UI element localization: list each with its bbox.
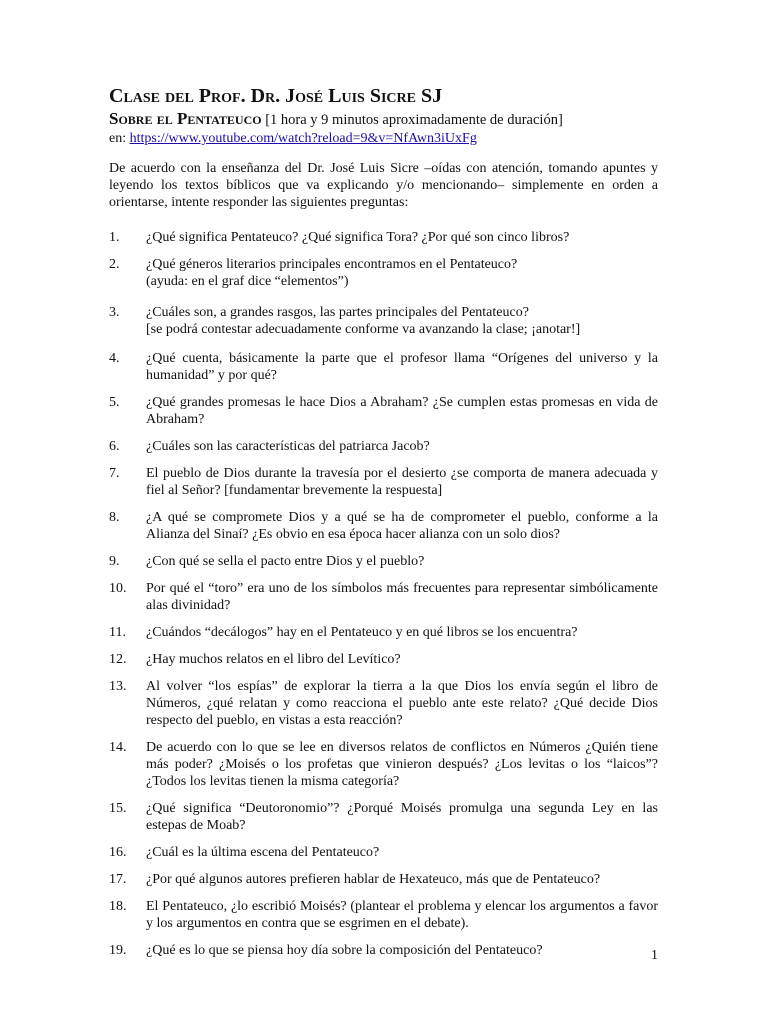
question-number: 7.	[109, 466, 120, 481]
question-text: El Pentateuco, ¿lo escribió Moisés? (plantear el problema y elencar los argumentos a favor y los argumentos en contra que se esgrimen en el debate).	[146, 899, 658, 931]
youtube-link[interactable]: https://www.youtube.com/watch?reload=9&v=NfAwn3iUxFg	[129, 131, 477, 146]
question-text: ¿Cuáles son, a grandes rasgos, las partes principales del Pentateuco?	[146, 305, 529, 320]
question-text: Por qué el “toro” era uno de los símbolos más frecuentes para representar simbólicamente alas divinidad?	[146, 581, 658, 613]
question-number: 4.	[109, 351, 120, 366]
question-number: 18.	[109, 899, 127, 914]
question-item	[109, 739, 658, 790]
question-note: [se podrá contestar adecuadamente conforme va avanzando la clase; ¡anotar!]	[146, 322, 581, 337]
question-text: ¿Qué significa Pentateuco? ¿Qué significa Tora? ¿Por qué son cinco libros?	[146, 230, 570, 245]
question-text: ¿Qué cuenta, básicamente la parte que el profesor llama “Orígenes del universo y la humanidad” y por qué?	[146, 351, 658, 383]
question-text: ¿Por qué algunos autores prefieren hablar de Hexateuco, más que de Pentateuco?	[146, 872, 601, 887]
question-item	[109, 438, 658, 455]
question-text: El pueblo de Dios durante la travesía por el desierto ¿se comporta de manera adecuada y fiel al Señor? [fundamentar brevemente la respuesta]	[146, 466, 658, 498]
question-text: De acuerdo con lo que se lee en diversos relatos de conflictos en Números ¿Quién tiene más poder? ¿Moisés o los profetas que vinieron después? ¿Los levitas o los “laicos”? ¿Todos los levitas tienen la misma categoría?	[146, 740, 658, 789]
question-item	[109, 394, 658, 428]
question-text: ¿Qué significa “Deutoronomio”? ¿Porqué Moisés promulga una segunda Ley en las estepas de Moab?	[146, 801, 658, 833]
question-item	[109, 942, 658, 959]
question-item	[109, 800, 658, 834]
question-item	[109, 651, 658, 668]
question-text: ¿Qué grandes promesas le hace Dios a Abraham? ¿Se cumplen estas promesas en vida de Abraham?	[146, 395, 658, 427]
page-number: 1	[651, 948, 658, 963]
question-item	[109, 624, 658, 641]
question-item	[109, 256, 658, 290]
question-text: ¿Cuándos “decálogos” hay en el Pentateuco y en qué libros se los encuentra?	[146, 625, 578, 640]
question-note: (ayuda: en el graf dice “elementos”)	[146, 274, 349, 289]
question-number: 8.	[109, 510, 120, 525]
question-item	[109, 553, 658, 570]
question-number: 9.	[109, 554, 120, 569]
subtitle-duration: [1 hora y 9 minutos aproximadamente de duración]	[261, 112, 563, 128]
question-number: 2.	[109, 257, 120, 272]
question-item	[109, 871, 658, 888]
subtitle-topic: Sobre el Pentateuco	[109, 109, 262, 128]
question-item	[109, 465, 658, 499]
question-list	[109, 229, 658, 959]
intro-paragraph: De acuerdo con la enseñanza del Dr. José Luis Sicre –oídas con atención, tomando apuntes y leyendo los textos bíblicos que va explicando y/o mencionando– simplemente en orden a orientarse, intente responder las siguientes preguntas:	[109, 161, 658, 210]
question-item	[109, 229, 658, 246]
document-header	[109, 84, 669, 147]
question-number: 19.	[109, 943, 127, 958]
question-number: 11.	[109, 625, 126, 640]
source-prefix: en:	[109, 131, 130, 146]
question-text: ¿Cuáles son las características del patriarca Jacob?	[146, 439, 430, 454]
question-text: ¿A qué se compromete Dios y a qué se ha de comprometer el pueblo, conforme a la Alianza del Sinaí? ¿Es obvio en esa época hacer alianza con un solo dios?	[146, 510, 658, 542]
question-item	[109, 304, 658, 338]
question-item	[109, 580, 658, 614]
question-number: 15.	[109, 801, 127, 816]
question-text: ¿Hay muchos relatos en el libro del Levítico?	[146, 652, 401, 667]
question-item	[109, 509, 658, 543]
question-text: ¿Qué géneros literarios principales encontramos en el Pentateuco?	[146, 257, 518, 272]
question-item	[109, 898, 658, 932]
question-number: 13.	[109, 679, 127, 694]
question-number: 3.	[109, 305, 120, 320]
document-title: Clase del Prof. Dr. José Luis Sicre SJ	[109, 85, 443, 107]
question-text: ¿Qué es lo que se piensa hoy día sobre la composición del Pentateuco?	[146, 943, 543, 958]
question-number: 6.	[109, 439, 120, 454]
document-subtitle	[109, 109, 669, 130]
question-item	[109, 350, 658, 384]
question-number: 1.	[109, 230, 120, 245]
question-number: 5.	[109, 395, 120, 410]
question-item	[109, 678, 658, 729]
video-source	[109, 130, 669, 147]
question-number: 12.	[109, 652, 127, 667]
question-text: ¿Cuál es la última escena del Pentateuco?	[146, 845, 380, 860]
question-item	[109, 844, 658, 861]
question-number: 16.	[109, 845, 127, 860]
question-number: 17.	[109, 872, 127, 887]
question-text: Al volver “los espías” de explorar la tierra a la que Dios los envía según el libro de Números, ¿qué relatan y como reacciona el pueblo ante este relato? ¿Qué decide Dios respecto del pueblo, en vistas a esta reacción?	[146, 679, 658, 728]
question-text: ¿Con qué se sella el pacto entre Dios y el pueblo?	[146, 554, 425, 569]
question-number: 14.	[109, 740, 127, 755]
question-number: 10.	[109, 581, 127, 596]
